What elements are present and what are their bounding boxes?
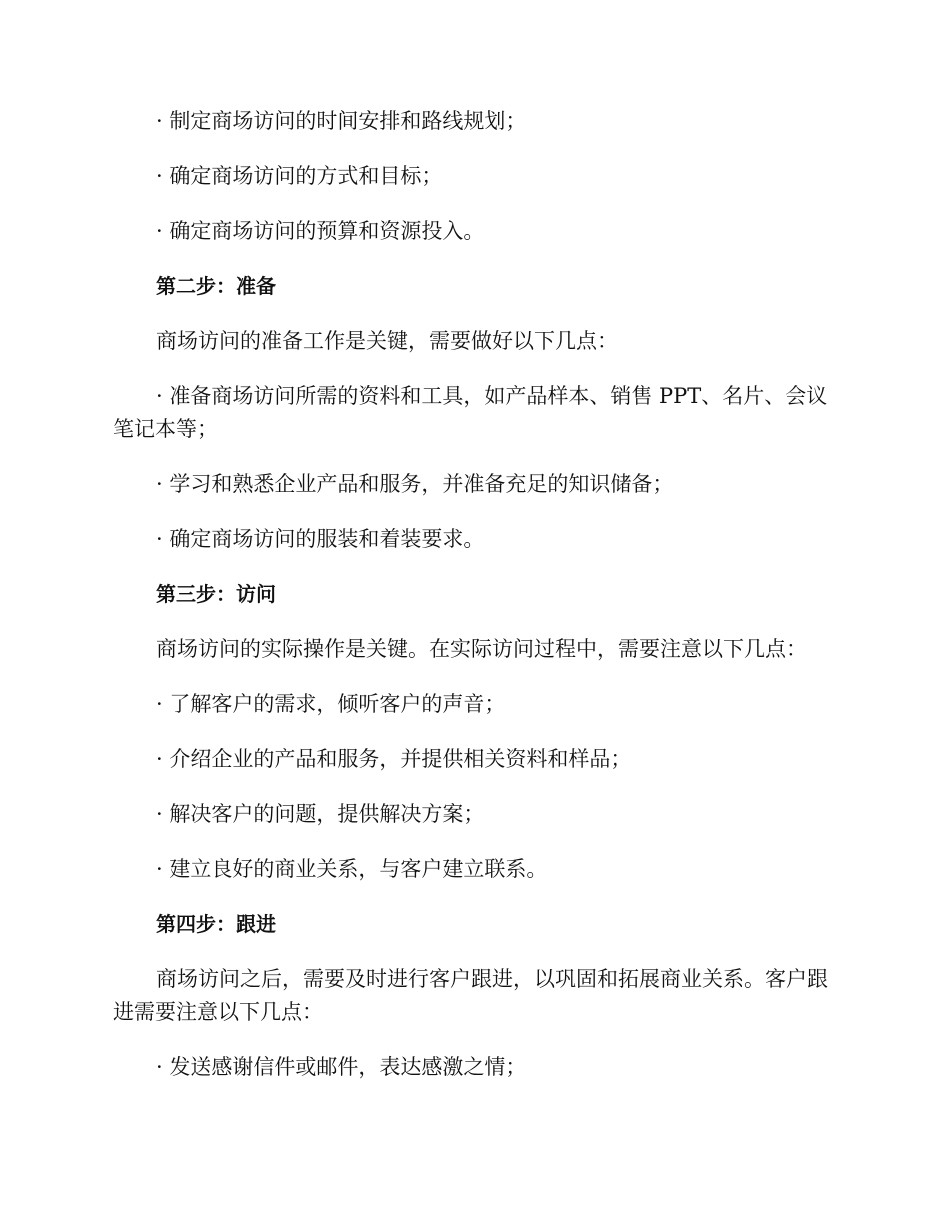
- bullet-item: · 了解客户的需求，倾听客户的声音；: [156, 692, 506, 716]
- bullet-item: · 制定商场访问的时间安排和路线规划；: [156, 109, 527, 133]
- paragraph: 商场访问的实际操作是关键。在实际访问过程中，需要注意以下几点：: [156, 637, 807, 661]
- section-heading: 第二步：准备: [156, 274, 276, 298]
- section-heading: 第三步：访问: [156, 582, 276, 606]
- bullet-item: · 准备商场访问所需的资料和工具，如产品样本、销售 PPT、名片、会议笔记本等；: [113, 384, 828, 441]
- bullet-item: · 确定商场访问的预算和资源投入。: [156, 219, 485, 243]
- bullet-item: · 学习和熟悉企业产品和服务，并准备充足的知识储备；: [156, 472, 674, 496]
- bullet-item: · 建立良好的商业关系，与客户建立联系。: [156, 857, 548, 881]
- bullet-item: · 介绍企业的产品和服务，并提供相关资料和样品；: [156, 747, 632, 771]
- bullet-item: · 确定商场访问的方式和目标；: [156, 164, 443, 188]
- section-heading: 第四步：跟进: [156, 912, 276, 936]
- paragraph: 商场访问之后，需要及时进行客户跟进，以巩固和拓展商业关系。客户跟进需要注意以下几点：: [113, 967, 828, 1024]
- bullet-item: · 确定商场访问的服装和着装要求。: [156, 527, 485, 551]
- bullet-item: · 解决客户的问题，提供解决方案；: [156, 802, 485, 826]
- paragraph: 商场访问的准备工作是关键，需要做好以下几点：: [156, 329, 618, 353]
- bullet-item: · 发送感谢信件或邮件，表达感激之情；: [156, 1055, 527, 1079]
- document-body: [113, 105, 829, 1106]
